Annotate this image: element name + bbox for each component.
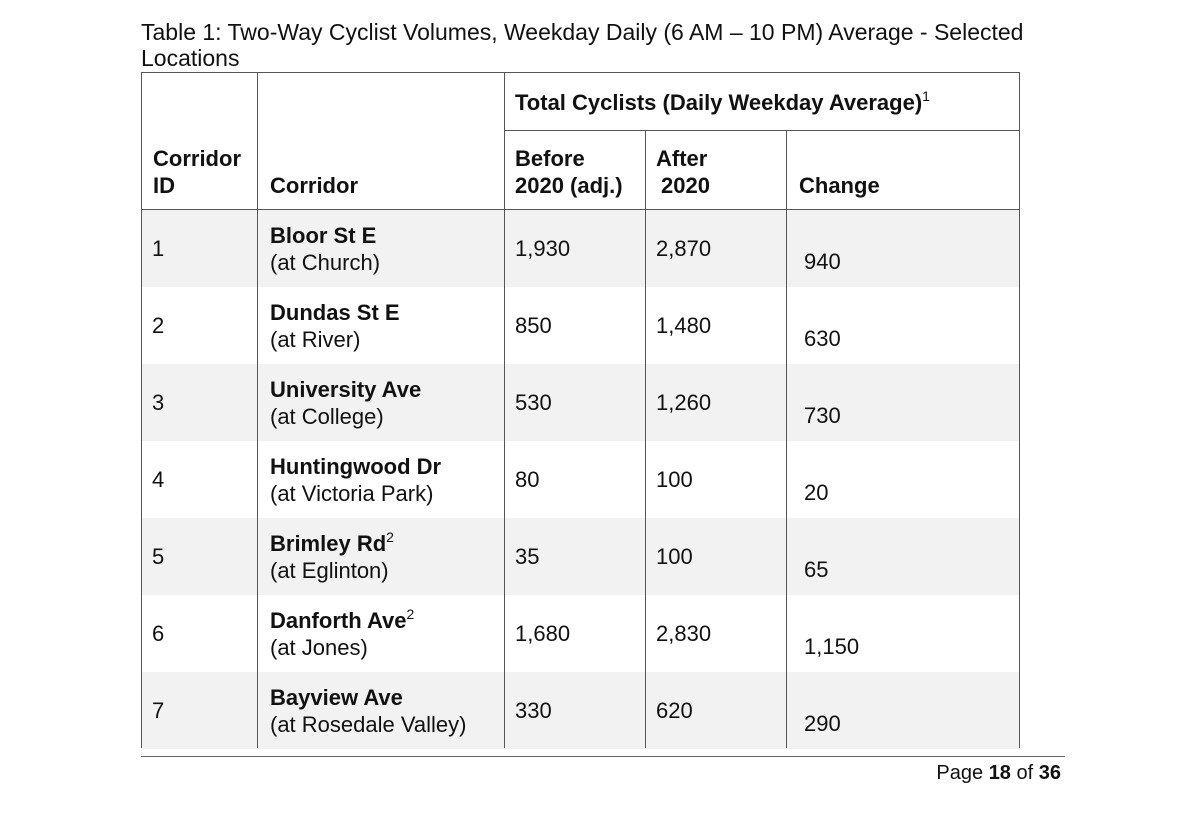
page-prefix: Page — [936, 762, 984, 784]
table-caption: Table 1: Two-Way Cyclist Volumes, Weekday Daily (6 AM – 10 PM) Average - Selected Locations — [141, 19, 1024, 71]
cell-id: 7 — [152, 698, 165, 723]
table-border-top — [141, 72, 1020, 73]
page-total: 36 — [1038, 762, 1061, 784]
cyclist-volumes-table — [141, 72, 1020, 748]
cell-after: 2,870 — [656, 236, 712, 261]
corridor-footnote: 2 — [406, 606, 415, 622]
cell-before: 1,930 — [515, 236, 571, 261]
corridor-name — [270, 530, 394, 557]
col-divider-id — [257, 72, 258, 748]
cell-corridor — [270, 376, 421, 430]
corridor-location: (at Jones) — [270, 635, 368, 660]
table-border-left — [141, 72, 142, 748]
header-after-2020 — [656, 145, 710, 199]
cell-corridor — [270, 607, 414, 661]
cell-corridor — [270, 530, 394, 584]
header-bottom-border — [141, 209, 1020, 210]
page-number — [936, 761, 1061, 785]
header-change: Change — [799, 173, 880, 198]
cell-before: 850 — [515, 313, 552, 338]
cell-change: 65 — [804, 557, 829, 582]
cell-id: 5 — [152, 544, 165, 569]
corridor-name-text: Dundas St E — [270, 300, 400, 325]
header-corridor-id-line2: ID — [153, 173, 175, 198]
header-group-footnote: 1 — [922, 88, 930, 104]
group-header-divider — [504, 130, 1020, 131]
corridor-footnote: 2 — [386, 529, 394, 545]
corridor-name-text: University Ave — [270, 377, 422, 402]
corridor-location: (at College) — [270, 404, 384, 429]
cell-after: 1,260 — [656, 390, 712, 415]
corridor-name — [270, 453, 441, 480]
corridor-location: (at Rosedale Valley) — [270, 712, 467, 737]
cell-change: 630 — [804, 326, 841, 351]
cell-id: 3 — [152, 390, 165, 415]
header-group-label: Total Cyclists (Daily Weekday Average) — [515, 90, 923, 115]
cell-change: 730 — [804, 403, 841, 428]
header-group-total-cyclists — [515, 89, 930, 116]
header-before-line2: 2020 (adj.) — [515, 173, 623, 198]
corridor-location: (at Church) — [270, 250, 381, 275]
corridor-name-text: Danforth Ave — [270, 608, 407, 633]
corridor-name-text: Huntingwood Dr — [270, 454, 442, 479]
cell-before: 80 — [515, 467, 540, 492]
corridor-name — [270, 222, 380, 249]
cell-after: 100 — [656, 544, 693, 569]
cell-corridor — [270, 222, 380, 276]
page-current: 18 — [988, 762, 1011, 784]
corridor-location: (at Eglinton) — [270, 558, 389, 583]
header-corridor-id-line1: Corridor — [153, 146, 241, 171]
header-before-2020 — [515, 145, 623, 199]
corridor-name-text: Bayview Ave — [270, 685, 403, 710]
cell-id: 6 — [152, 621, 165, 646]
corridor-name-text: Bloor St E — [270, 223, 377, 248]
corridor-location: (at River) — [270, 327, 361, 352]
cell-corridor — [270, 299, 400, 353]
cell-after: 1,480 — [656, 313, 712, 338]
cell-before: 330 — [515, 698, 552, 723]
cell-corridor — [270, 453, 441, 507]
cell-change: 940 — [804, 249, 841, 274]
cell-after: 100 — [656, 467, 693, 492]
col-divider-after — [786, 130, 787, 748]
col-divider-corridor — [504, 72, 505, 748]
cell-id: 4 — [152, 467, 165, 492]
cell-id: 1 — [152, 236, 165, 261]
corridor-name-text: Brimley Rd — [270, 531, 387, 556]
corridor-name — [270, 376, 421, 403]
corridor-location: (at Victoria Park) — [270, 481, 434, 506]
cell-before: 530 — [515, 390, 552, 415]
cell-before: 1,680 — [515, 621, 571, 646]
cell-before: 35 — [515, 544, 540, 569]
corridor-name — [270, 684, 466, 711]
table-border-right — [1019, 72, 1020, 748]
corridor-name — [270, 607, 414, 634]
col-divider-before — [645, 130, 646, 748]
cell-after: 620 — [656, 698, 693, 723]
header-after-line1: After — [656, 146, 708, 171]
page-of: of — [1016, 762, 1034, 784]
cell-change: 1,150 — [804, 634, 860, 659]
cell-change: 20 — [804, 480, 829, 505]
cell-corridor — [270, 684, 466, 738]
corridor-name — [270, 299, 400, 326]
header-corridor: Corridor — [270, 173, 358, 198]
footer-rule — [141, 756, 1065, 757]
cell-after: 2,830 — [656, 621, 712, 646]
cell-id: 2 — [152, 313, 165, 338]
header-corridor-id — [153, 145, 241, 199]
header-after-line2: 2020 — [661, 173, 710, 198]
cell-change: 290 — [804, 711, 841, 736]
header-before-line1: Before — [515, 146, 585, 171]
